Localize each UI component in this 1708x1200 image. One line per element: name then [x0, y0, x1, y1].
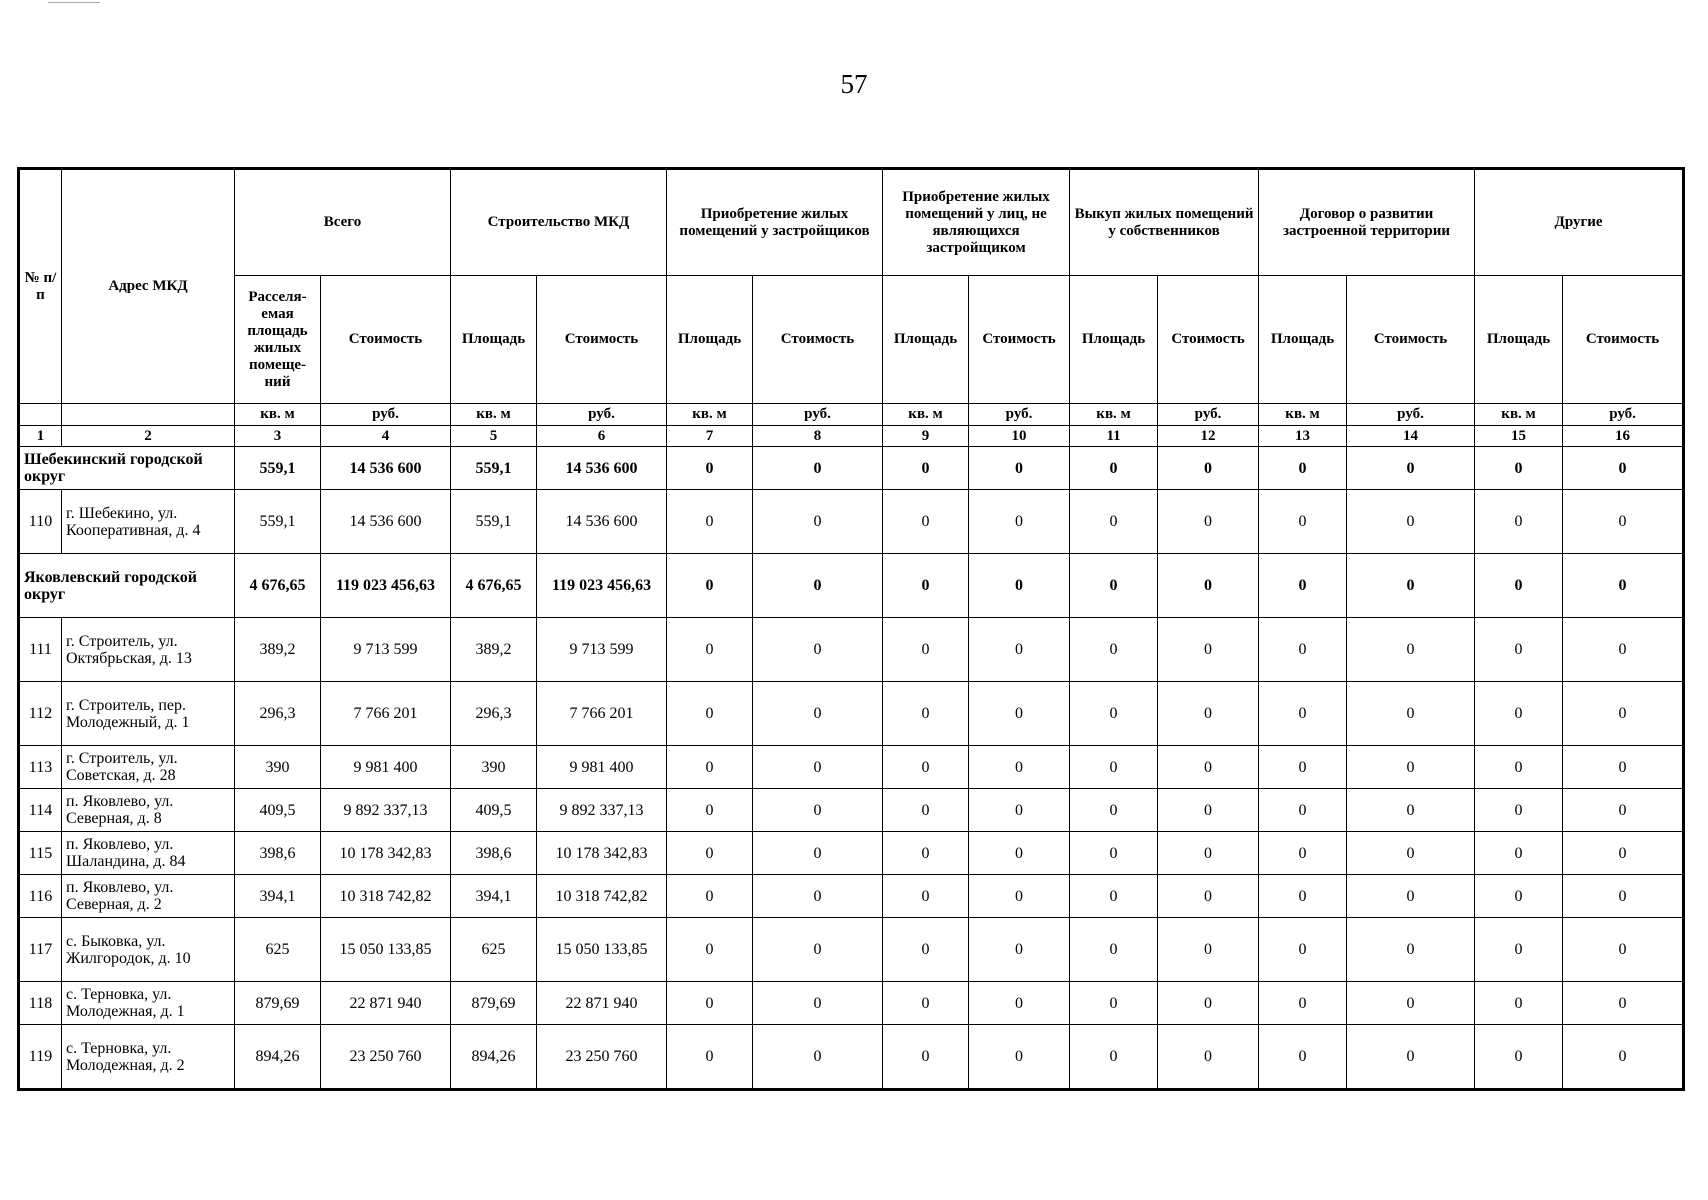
resettlement-table	[19, 169, 1683, 1089]
area-cell: 879,69	[235, 982, 321, 1025]
area-cell: 0	[1259, 918, 1347, 982]
cost-cell: 9 981 400	[537, 746, 667, 789]
table-row	[20, 1025, 1683, 1089]
area-cell: 0	[1070, 490, 1158, 554]
area-cell: 409,5	[451, 789, 537, 832]
unit-area: кв. м	[667, 404, 753, 426]
area-cell: 0	[1475, 554, 1563, 618]
area-cell: 0	[667, 554, 753, 618]
area-cell: 0	[667, 746, 753, 789]
cost-cell: 0	[1563, 875, 1683, 918]
area-cell: 0	[1475, 918, 1563, 982]
area-cell: 559,1	[235, 490, 321, 554]
area-cell: 0	[883, 447, 969, 490]
district-name: Шебекинский городской округ	[20, 447, 235, 490]
unit-empty	[20, 404, 62, 426]
header-area: Площадь	[1475, 276, 1563, 404]
cost-cell: 0	[1563, 982, 1683, 1025]
cost-cell: 0	[969, 554, 1070, 618]
cost-cell: 14 536 600	[321, 447, 451, 490]
area-cell: 0	[883, 554, 969, 618]
area-cell: 0	[667, 618, 753, 682]
unit-cost: руб.	[1347, 404, 1475, 426]
table-row	[20, 875, 1683, 918]
cost-cell: 0	[753, 832, 883, 875]
area-cell: 0	[667, 918, 753, 982]
table-row	[20, 918, 1683, 982]
cost-cell: 0	[753, 918, 883, 982]
unit-cost: руб.	[537, 404, 667, 426]
cost-cell: 0	[1347, 682, 1475, 746]
cost-cell: 15 050 133,85	[537, 918, 667, 982]
unit-area: кв. м	[451, 404, 537, 426]
cost-cell: 0	[1347, 447, 1475, 490]
cost-cell: 0	[1158, 447, 1259, 490]
header-group-total: Всего	[235, 170, 451, 276]
area-cell: 0	[1070, 554, 1158, 618]
header-area: Площадь	[883, 276, 969, 404]
table-row	[20, 490, 1683, 554]
area-cell: 0	[667, 982, 753, 1025]
row-address: г. Шебекино, ул. Кооперативная, д. 4	[62, 490, 235, 554]
cost-cell: 22 871 940	[321, 982, 451, 1025]
subtotal-row	[20, 554, 1683, 618]
header-cost: Стоимость	[969, 276, 1070, 404]
unit-cost: руб.	[1158, 404, 1259, 426]
area-cell: 0	[883, 832, 969, 875]
cost-cell: 0	[1563, 447, 1683, 490]
cost-cell: 0	[1158, 746, 1259, 789]
row-address: с. Терновка, ул. Молодежная, д. 2	[62, 1025, 235, 1089]
table-row	[20, 682, 1683, 746]
area-cell: 0	[667, 875, 753, 918]
area-cell: 0	[1475, 746, 1563, 789]
area-cell: 0	[1070, 447, 1158, 490]
row-number: 117	[20, 918, 62, 982]
cost-cell: 0	[969, 875, 1070, 918]
area-cell: 0	[667, 1025, 753, 1089]
row-number: 116	[20, 875, 62, 918]
cost-cell: 0	[753, 490, 883, 554]
area-cell: 0	[883, 746, 969, 789]
area-cell: 0	[1475, 447, 1563, 490]
column-number: 5	[451, 426, 537, 447]
area-cell: 0	[883, 918, 969, 982]
header-area: Площадь	[1070, 276, 1158, 404]
area-cell: 296,3	[235, 682, 321, 746]
table-row	[20, 789, 1683, 832]
area-cell: 0	[1259, 618, 1347, 682]
area-cell: 0	[667, 447, 753, 490]
cost-cell: 0	[753, 1025, 883, 1089]
row-address: г. Строитель, ул. Октябрьская, д. 13	[62, 618, 235, 682]
column-number: 12	[1158, 426, 1259, 447]
district-name: Яковлевский городской округ	[20, 554, 235, 618]
row-number: 118	[20, 982, 62, 1025]
cost-cell: 0	[1158, 554, 1259, 618]
cost-cell: 0	[1563, 618, 1683, 682]
area-cell: 0	[1070, 682, 1158, 746]
cost-cell: 7 766 201	[537, 682, 667, 746]
area-cell: 394,1	[451, 875, 537, 918]
cost-cell: 0	[1563, 746, 1683, 789]
area-cell: 559,1	[451, 490, 537, 554]
area-cell: 296,3	[451, 682, 537, 746]
area-cell: 0	[667, 789, 753, 832]
cost-cell: 0	[1563, 554, 1683, 618]
table-row	[20, 982, 1683, 1025]
header-row-groups	[20, 170, 1683, 276]
area-cell: 0	[883, 875, 969, 918]
column-number: 1	[20, 426, 62, 447]
area-cell: 0	[667, 832, 753, 875]
cost-cell: 0	[1158, 832, 1259, 875]
column-number: 15	[1475, 426, 1563, 447]
cost-cell: 14 536 600	[537, 447, 667, 490]
header-cost: Стоимость	[321, 276, 451, 404]
cost-cell: 9 713 599	[537, 618, 667, 682]
unit-area: кв. м	[235, 404, 321, 426]
cost-cell: 0	[969, 832, 1070, 875]
column-number: 4	[321, 426, 451, 447]
column-number: 7	[667, 426, 753, 447]
area-cell: 625	[451, 918, 537, 982]
cost-cell: 14 536 600	[537, 490, 667, 554]
header-group-developers: Приобретение жилых помещений у застройщиков	[667, 170, 883, 276]
header-group-non-developers: Приобретение жилых помещений у лиц, не являющихся застройщиком	[883, 170, 1070, 276]
row-number: 119	[20, 1025, 62, 1089]
cost-cell: 10 318 742,82	[537, 875, 667, 918]
area-cell: 0	[883, 490, 969, 554]
area-cell: 559,1	[451, 447, 537, 490]
header-cost: Стоимость	[1158, 276, 1259, 404]
unit-area: кв. м	[883, 404, 969, 426]
cost-cell: 0	[753, 554, 883, 618]
column-number: 13	[1259, 426, 1347, 447]
cost-cell: 0	[1347, 618, 1475, 682]
column-number: 3	[235, 426, 321, 447]
cost-cell: 0	[1563, 832, 1683, 875]
page-number: 57	[840, 69, 868, 99]
area-cell: 625	[235, 918, 321, 982]
cost-cell: 0	[1347, 490, 1475, 554]
area-cell: 894,26	[451, 1025, 537, 1089]
column-number: 16	[1563, 426, 1683, 447]
area-cell: 559,1	[235, 447, 321, 490]
area-cell: 0	[1475, 682, 1563, 746]
cost-cell: 9 892 337,13	[321, 789, 451, 832]
area-cell: 0	[1070, 875, 1158, 918]
column-number: 9	[883, 426, 969, 447]
header-area: Площадь	[451, 276, 537, 404]
header-group-development-agreement: Договор о развитии застроенной территории	[1259, 170, 1475, 276]
cost-cell: 0	[1158, 1025, 1259, 1089]
unit-cost: руб.	[753, 404, 883, 426]
area-cell: 879,69	[451, 982, 537, 1025]
header-cost: Стоимость	[537, 276, 667, 404]
area-cell: 409,5	[235, 789, 321, 832]
cost-cell: 0	[1563, 918, 1683, 982]
cost-cell: 0	[1158, 918, 1259, 982]
cost-cell: 0	[1158, 490, 1259, 554]
cost-cell: 23 250 760	[321, 1025, 451, 1089]
cost-cell: 0	[969, 447, 1070, 490]
header-cost: Стоимость	[1563, 276, 1683, 404]
cost-cell: 0	[1563, 682, 1683, 746]
cost-cell: 0	[969, 918, 1070, 982]
unit-cost: руб.	[321, 404, 451, 426]
area-cell: 0	[667, 682, 753, 746]
area-cell: 0	[1475, 490, 1563, 554]
area-cell: 0	[1070, 789, 1158, 832]
area-cell: 0	[1259, 982, 1347, 1025]
cost-cell: 9 981 400	[321, 746, 451, 789]
row-number: 115	[20, 832, 62, 875]
cost-cell: 7 766 201	[321, 682, 451, 746]
cost-cell: 10 178 342,83	[321, 832, 451, 875]
unit-area: кв. м	[1070, 404, 1158, 426]
row-address: с. Быковка, ул. Жилгородок, д. 10	[62, 918, 235, 982]
cost-cell: 23 250 760	[537, 1025, 667, 1089]
row-address: с. Терновка, ул. Молодежная, д. 1	[62, 982, 235, 1025]
unit-area: кв. м	[1259, 404, 1347, 426]
area-cell: 0	[1070, 982, 1158, 1025]
area-cell: 4 676,65	[235, 554, 321, 618]
column-numbers-row	[20, 426, 1683, 447]
cost-cell: 0	[1158, 789, 1259, 832]
table-row	[20, 832, 1683, 875]
cost-cell: 0	[1563, 789, 1683, 832]
cost-cell: 119 023 456,63	[321, 554, 451, 618]
area-cell: 398,6	[451, 832, 537, 875]
area-cell: 0	[1070, 618, 1158, 682]
column-number: 14	[1347, 426, 1475, 447]
cost-cell: 0	[1158, 618, 1259, 682]
cost-cell: 0	[753, 875, 883, 918]
cost-cell: 9 892 337,13	[537, 789, 667, 832]
row-number: 112	[20, 682, 62, 746]
cost-cell: 119 023 456,63	[537, 554, 667, 618]
cost-cell: 0	[753, 746, 883, 789]
area-cell: 0	[1259, 832, 1347, 875]
row-number: 113	[20, 746, 62, 789]
area-cell: 0	[883, 789, 969, 832]
unit-cost: руб.	[1563, 404, 1683, 426]
area-cell: 0	[1475, 832, 1563, 875]
cost-cell: 22 871 940	[537, 982, 667, 1025]
cost-cell: 10 178 342,83	[537, 832, 667, 875]
cost-cell: 15 050 133,85	[321, 918, 451, 982]
header-area: Площадь	[667, 276, 753, 404]
cost-cell: 0	[969, 982, 1070, 1025]
cost-cell: 0	[969, 682, 1070, 746]
area-cell: 0	[1475, 789, 1563, 832]
cost-cell: 0	[753, 982, 883, 1025]
cost-cell: 9 713 599	[321, 618, 451, 682]
cost-cell: 0	[1347, 918, 1475, 982]
cost-cell: 0	[1347, 789, 1475, 832]
header-group-other: Другие	[1475, 170, 1683, 276]
cost-cell: 10 318 742,82	[321, 875, 451, 918]
area-cell: 0	[667, 490, 753, 554]
area-cell: 0	[1259, 1025, 1347, 1089]
table-row	[20, 618, 1683, 682]
area-cell: 0	[1475, 618, 1563, 682]
header-address: Адрес МКД	[62, 170, 235, 404]
cost-cell: 0	[1347, 982, 1475, 1025]
row-address: п. Яковлево, ул. Северная, д. 2	[62, 875, 235, 918]
area-cell: 389,2	[451, 618, 537, 682]
row-address: г. Строитель, ул. Советская, д. 28	[62, 746, 235, 789]
cost-cell: 0	[1158, 875, 1259, 918]
area-cell: 0	[883, 1025, 969, 1089]
cost-cell: 0	[969, 789, 1070, 832]
header-row-columns	[20, 276, 1683, 404]
area-cell: 389,2	[235, 618, 321, 682]
area-cell: 0	[1259, 875, 1347, 918]
area-cell: 0	[1259, 554, 1347, 618]
area-cell: 390	[235, 746, 321, 789]
column-number: 10	[969, 426, 1070, 447]
cost-cell: 0	[753, 789, 883, 832]
area-cell: 398,6	[235, 832, 321, 875]
header-no: № п/п	[20, 170, 62, 404]
column-number: 8	[753, 426, 883, 447]
area-cell: 0	[1475, 982, 1563, 1025]
area-cell: 0	[883, 682, 969, 746]
header-cost: Стоимость	[753, 276, 883, 404]
cost-cell: 0	[753, 447, 883, 490]
area-cell: 394,1	[235, 875, 321, 918]
area-cell: 0	[1070, 918, 1158, 982]
row-address: г. Строитель, пер. Молодежный, д. 1	[62, 682, 235, 746]
unit-area: кв. м	[1475, 404, 1563, 426]
cost-cell: 0	[1158, 982, 1259, 1025]
row-address: п. Яковлево, ул. Северная, д. 8	[62, 789, 235, 832]
cost-cell: 0	[969, 618, 1070, 682]
cost-cell: 0	[969, 490, 1070, 554]
cost-cell: 0	[969, 1025, 1070, 1089]
column-number: 2	[62, 426, 235, 447]
cost-cell: 0	[1347, 746, 1475, 789]
header-group-construction: Строительство МКД	[451, 170, 667, 276]
row-number: 114	[20, 789, 62, 832]
unit-cost: руб.	[969, 404, 1070, 426]
area-cell: 390	[451, 746, 537, 789]
cost-cell: 14 536 600	[321, 490, 451, 554]
area-cell: 0	[883, 618, 969, 682]
area-cell: 0	[1475, 1025, 1563, 1089]
cost-cell: 0	[753, 618, 883, 682]
column-number: 11	[1070, 426, 1158, 447]
header-area: Площадь	[1259, 276, 1347, 404]
row-number: 110	[20, 490, 62, 554]
header-group-buyout: Выкуп жилых помещений у собственников	[1070, 170, 1259, 276]
cost-cell: 0	[1563, 490, 1683, 554]
cost-cell: 0	[1347, 832, 1475, 875]
area-cell: 0	[1259, 789, 1347, 832]
area-cell: 894,26	[235, 1025, 321, 1089]
units-row	[20, 404, 1683, 426]
unit-empty	[62, 404, 235, 426]
area-cell: 0	[1259, 447, 1347, 490]
area-cell: 0	[1259, 746, 1347, 789]
area-cell: 0	[1070, 746, 1158, 789]
cost-cell: 0	[1158, 682, 1259, 746]
cost-cell: 0	[969, 746, 1070, 789]
row-address: п. Яковлево, ул. Шаландина, д. 84	[62, 832, 235, 875]
area-cell: 0	[883, 982, 969, 1025]
cost-cell: 0	[753, 682, 883, 746]
cost-cell: 0	[1347, 554, 1475, 618]
top-rule	[48, 2, 100, 3]
area-cell: 4 676,65	[451, 554, 537, 618]
cost-cell: 0	[1347, 1025, 1475, 1089]
header-total-area: Расселя-емая площадь жилых помеще-ний	[235, 276, 321, 404]
table-row	[20, 746, 1683, 789]
header-cost: Стоимость	[1347, 276, 1475, 404]
cost-cell: 0	[1563, 1025, 1683, 1089]
area-cell: 0	[1070, 1025, 1158, 1089]
area-cell: 0	[1070, 832, 1158, 875]
subtotal-row	[20, 447, 1683, 490]
cost-cell: 0	[1347, 875, 1475, 918]
area-cell: 0	[1259, 682, 1347, 746]
row-number: 111	[20, 618, 62, 682]
area-cell: 0	[1475, 875, 1563, 918]
area-cell: 0	[1259, 490, 1347, 554]
column-number: 6	[537, 426, 667, 447]
